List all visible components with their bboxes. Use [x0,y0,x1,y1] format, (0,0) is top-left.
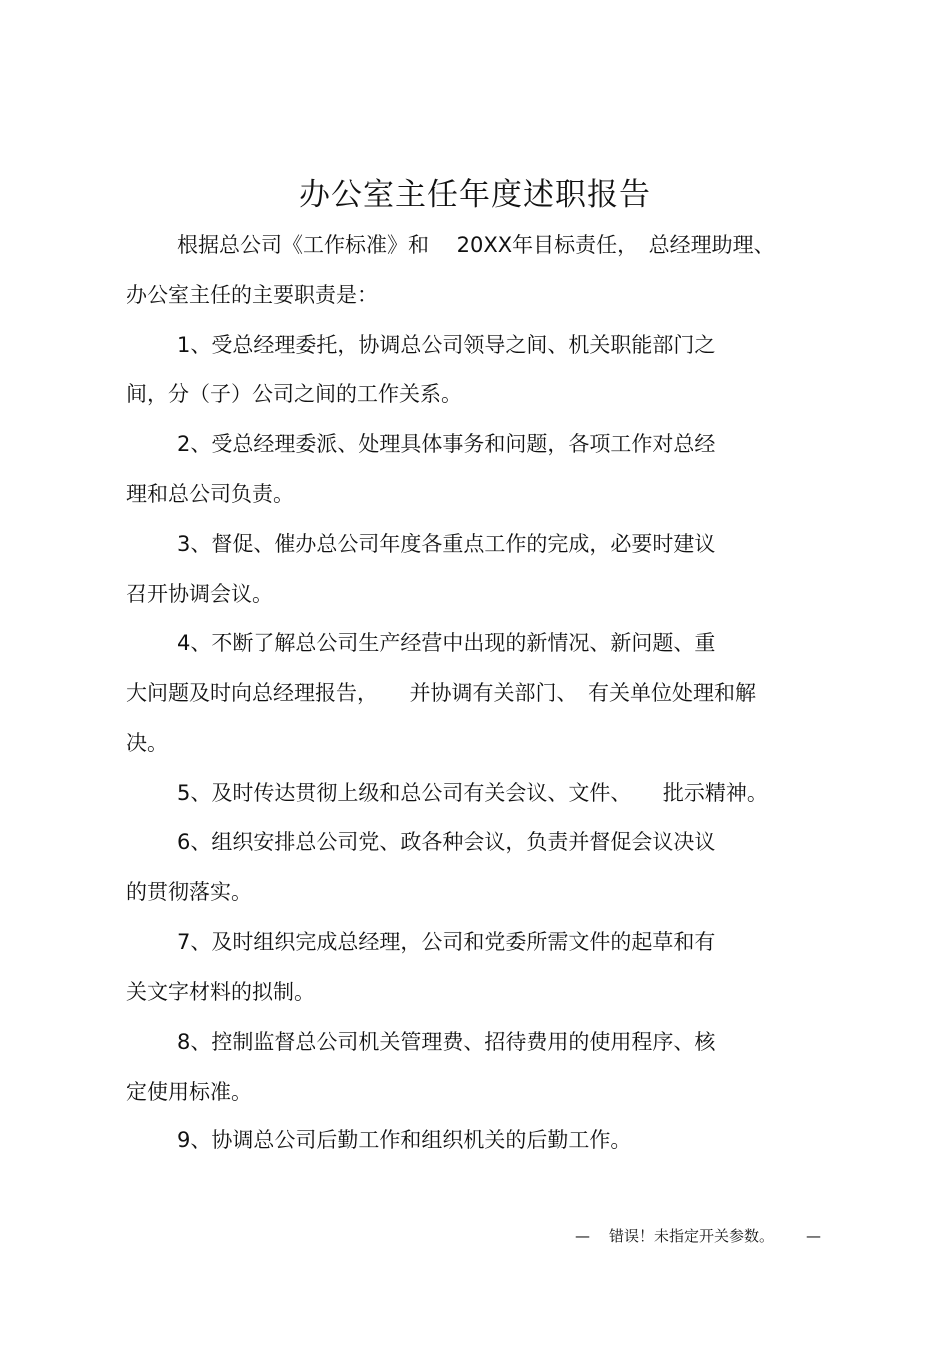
item-9-line-1: 9、协调总公司后勤工作和组织机关的后勤工作。 [177,1128,632,1152]
document-title: 办公室主任年度述职报告 [299,177,651,213]
item-8-line-1: 8、控制监督总公司机关管理费、招待费用的使用程序、核 [177,1030,716,1054]
intro-line-1: 根据总公司《工作标准》和 20XX年目标责任， 总经理助理、 [177,233,775,257]
item-6-line-2: 的贯彻落实。 [126,880,252,904]
intro-line-2: 办公室主任的主要职责是： [126,283,378,307]
item-4-line-3: 决。 [126,731,168,755]
item-8-line-2: 定使用标准。 [126,1080,252,1104]
item-1-line-1: 1、受总经理委托，协调总公司领导之间、机关职能部门之 [177,333,716,357]
page-footer [575,1224,835,1248]
item-4-line-2: 大问题及时向总经理报告， 并协调有关部门、 有关单位处理和解 [126,681,756,705]
footer-error-text: 错误！未指定开关参数。 [609,1227,775,1245]
item-1-line-2: 间，分（子）公司之间的工作关系。 [126,382,462,406]
item-6-line-1: 6、组织安排总公司党、政各种会议，负责并督促会议决议 [177,830,716,854]
item-4-line-1: 4、不断了解总公司生产经营中出现的新情况、新问题、重 [177,631,716,655]
item-3-line-2: 召开协调会议。 [126,582,273,606]
item-5-line-1: 5、及时传达贯彻上级和总公司有关会议、文件、 批示精神。 [177,781,768,805]
item-2-line-2: 理和总公司负责。 [126,482,294,506]
item-7-line-1: 7、及时组织完成总经理，公司和党委所需文件的起草和有 [177,930,716,954]
footer-dash-right: — [806,1227,822,1245]
item-7-line-2: 关文字材料的拟制。 [126,980,315,1004]
item-3-line-1: 3、督促、催办总公司年度各重点工作的完成，必要时建议 [177,532,716,556]
item-2-line-1: 2、受总经理委派、处理具体事务和问题，各项工作对总经 [177,432,716,456]
footer-dash-left: — [575,1227,590,1245]
